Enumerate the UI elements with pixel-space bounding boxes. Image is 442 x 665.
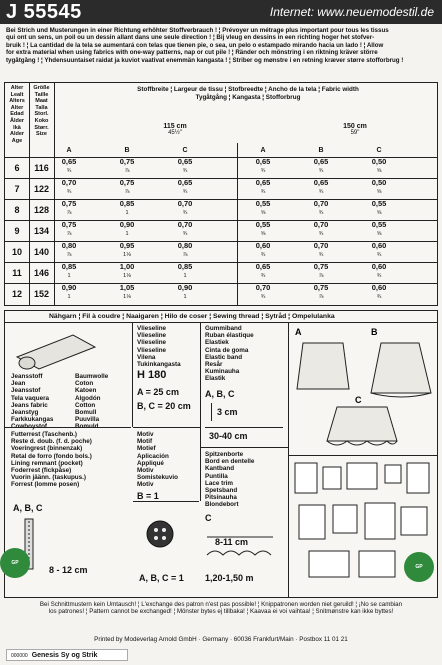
motif-term: Somistekuvio: [137, 474, 178, 482]
size-cell: 152: [33, 289, 50, 299]
width-150-inch: 59": [350, 130, 360, 136]
zip-length: 8 - 12 cm: [49, 565, 88, 575]
fabric-width-line: Tygåtgång ¦ Kangasta ¦ Stofforbrug: [195, 93, 301, 101]
elastic-length-arrow: [205, 427, 283, 428]
elastic-column: [201, 323, 289, 597]
yardage-cell: [301, 179, 341, 196]
yardage-meters: 0,75: [313, 283, 329, 292]
jeans-fabric-list: [11, 373, 53, 431]
lace-term: Kantband: [205, 465, 235, 473]
yardage-yards: 1⅛: [123, 272, 131, 279]
size-header-term: Size: [35, 131, 47, 138]
fabric-width-line: Stoffbreite ¦ Largeur de tissu ¦ Stofbreedte ¦ Ancho de la tela ¦ Fabric width: [137, 86, 359, 93]
jeans-fabric-term: Jeansstof: [11, 387, 41, 395]
yardage-cell: [107, 158, 147, 175]
age-header-term: Alter: [10, 85, 24, 91]
table-row: [5, 262, 437, 284]
pocket-lining-term: Retal de forro (fondo bols.): [11, 452, 92, 460]
jeans-fabric-term: Tela vaquera: [11, 394, 50, 402]
yardage-cell: [165, 263, 205, 280]
age-header-term: Alter: [10, 104, 24, 111]
interfacing-amount-bc: B, C = 20 cm: [137, 401, 191, 411]
cotton-fabric-list: [75, 373, 108, 431]
yardage-yards: ⅝: [260, 230, 266, 237]
jeans-fabric-term: Jeansstoff: [11, 373, 43, 380]
yardage-cell: [165, 158, 205, 175]
website-url[interactable]: Internet: www.neuemodestil.de: [269, 5, 434, 19]
yardage-meters: 0,55: [371, 199, 387, 208]
yardage-yards: 1: [67, 272, 71, 279]
motif-term: Motif: [137, 438, 153, 446]
cotton-fabric-term: Bomull: [75, 409, 97, 417]
yardage-meters: 1,00: [119, 262, 135, 271]
lace-width: 8-11 cm: [215, 537, 249, 547]
elastic-term: Resår: [205, 361, 223, 369]
table-row: [5, 241, 437, 263]
yardage-yards: 1⅛: [123, 251, 131, 258]
age-cell: 10: [11, 247, 22, 257]
elastic-width-arrow: [211, 403, 212, 421]
cotton-fabric-term: Coton: [75, 380, 94, 388]
yardage-meters: 0,75: [61, 199, 77, 208]
cotton-fabric-term: Baumwolle: [75, 373, 109, 380]
skirt-views-illustration: [289, 323, 437, 453]
view-b-label: B: [371, 327, 378, 337]
yardage-meters: 0,55: [255, 220, 271, 229]
yardage-meters: 0,70: [255, 283, 271, 292]
size-header-term: Maat: [35, 98, 48, 105]
yardage-cell: [243, 242, 283, 259]
jeans-fabric-term: Jeanstyg: [11, 409, 39, 417]
yardage-yards: ¾: [260, 272, 266, 279]
view-column-header: C: [376, 147, 382, 154]
yardage-yards: ¾: [260, 251, 266, 258]
yardage-cell: [243, 179, 283, 196]
sewing-thread-line: Nähgarn ¦ Fil à coudre ¦ Naaigaren ¦ Hilo de coser ¦ Sewing thread ¦ Sytråd ¦ Ompelulanka: [5, 311, 437, 323]
yardage-cell: [301, 263, 341, 280]
view-column-header: A: [260, 147, 266, 154]
elastic-term: Elastic band: [205, 353, 243, 361]
yardage-meters: 0,75: [61, 220, 77, 229]
yardage-meters: 0,90: [177, 283, 193, 292]
yardage-yards: ¾: [182, 209, 188, 216]
yardage-cell: [107, 200, 147, 217]
yardage-meters: 0,60: [371, 241, 387, 250]
yardage-yards: ¾: [260, 188, 266, 195]
age-cell: 8: [14, 205, 20, 215]
yardage-yards: 1: [125, 209, 129, 216]
yardage-cell: [359, 242, 399, 259]
motif-term: Appliqué: [137, 459, 164, 467]
size-cell: 128: [33, 205, 50, 215]
yardage-yards: ¾: [318, 188, 324, 195]
elastic-term: Cinta de goma: [205, 346, 249, 354]
yardage-meters: 0,70: [313, 199, 329, 208]
button-amount: A, B, C = 1: [139, 573, 184, 583]
yardage-yards: ⅞: [182, 251, 188, 258]
interfacing-code: H 180: [137, 369, 167, 381]
yardage-yards: ⅞: [66, 230, 72, 237]
size-cell: 140: [33, 247, 50, 257]
yardage-cell: [243, 221, 283, 238]
yardage-meters: 0,50: [371, 178, 387, 187]
width-115-label: [145, 123, 205, 136]
printer-info: Printed by Modeverlag Arnold GmbH · Germany · 60036 Frankfurt/Main · Postbox 11 01 21: [94, 636, 348, 643]
view-column-header: C: [182, 147, 188, 154]
view-column-header: B: [318, 147, 324, 154]
view-column-header: B: [124, 147, 130, 154]
elastic-term: Kuminauha: [205, 368, 240, 376]
lace-term: Bord en dentelle: [205, 458, 255, 466]
yardage-yards: ¾: [376, 251, 382, 258]
yardage-cell: [301, 242, 341, 259]
lace-length: 1,20-1,50 m: [205, 573, 254, 583]
store-name: Genesis Sy og Strik: [31, 652, 98, 659]
yardage-yards: 1: [125, 230, 129, 237]
elastic-term: Elastiek: [205, 339, 229, 347]
yardage-yards: ¾: [260, 167, 266, 174]
yardage-yards: ¾: [182, 188, 188, 195]
yardage-meters: 0,60: [255, 241, 271, 250]
yardage-yards: 1: [183, 293, 187, 300]
interfacing-amount-a: A = 25 cm: [137, 387, 179, 397]
yardage-yards: ⅞: [66, 251, 72, 258]
yardage-cell: [165, 221, 205, 238]
yardage-yards: ⅞: [318, 293, 324, 300]
age-header-term: Ålder: [9, 117, 25, 124]
yardage-cell: [49, 284, 89, 301]
yardage-cell: [301, 221, 341, 238]
yardage-yards: ¾: [318, 230, 324, 237]
yardage-meters: 0,75: [313, 262, 329, 271]
table-row: [5, 178, 437, 200]
yardage-meters: 0,55: [255, 199, 271, 208]
yardage-meters: 0,80: [61, 241, 77, 250]
table-row: [5, 157, 437, 179]
size-header-term: Størr.: [34, 124, 49, 131]
pocket-lining-term: Lining remnant (pocket): [11, 459, 83, 467]
yardage-yards: ⅝: [376, 230, 382, 237]
yardage-meters: 0,75: [119, 178, 135, 187]
fabric-column: [5, 323, 133, 431]
yardage-cell: [165, 179, 205, 196]
table-row: [5, 283, 437, 305]
yardage-cell: [359, 263, 399, 280]
interfacing-term: Tukinkangasta: [137, 361, 181, 369]
yardage-cell: [49, 158, 89, 175]
yardage-meters: 0,70: [313, 220, 329, 229]
pocket-lining-list: [11, 431, 92, 489]
size-header-term: Größe: [33, 85, 50, 91]
yardage-meters: 0,90: [119, 220, 135, 229]
yardage-cell: [107, 284, 147, 301]
size-header-term: Storl.: [34, 111, 49, 118]
yardage-cell: [301, 200, 341, 217]
motif-term: Aplicación: [137, 452, 169, 460]
elastic-width: 3 cm: [217, 407, 238, 417]
yardage-cell: [301, 284, 341, 301]
yardage-cell: [359, 284, 399, 301]
yardage-cell: [243, 200, 283, 217]
yardage-meters: 0,65: [177, 157, 193, 166]
yardage-yards: ¾: [318, 251, 324, 258]
elastic-term: Ruban élastique: [205, 332, 254, 340]
yardage-yards: 1: [67, 293, 71, 300]
yardage-cell: [243, 284, 283, 301]
yardage-meters: 0,75: [119, 157, 135, 166]
size-cell: 134: [33, 226, 50, 236]
motif-term: Motiv: [137, 431, 154, 438]
yardage-yards: 1⅛: [123, 293, 131, 300]
width-150-label: [325, 123, 385, 136]
yardage-table: [4, 82, 438, 306]
yardage-cell: [49, 263, 89, 280]
interfacing-term: Vlieseline: [137, 325, 167, 332]
yardage-meters: 0,65: [177, 178, 193, 187]
yardage-yards: ⅝: [260, 209, 266, 216]
yardage-meters: 0,60: [371, 262, 387, 271]
yardage-yards: ⅞: [318, 272, 324, 279]
interfacing-term: Vilena: [137, 353, 156, 361]
jeans-fabric-term: Jeans fabric: [11, 401, 48, 409]
yardage-meters: 0,70: [313, 241, 329, 250]
yardage-meters: 0,65: [255, 157, 271, 166]
yardage-yards: ⅞: [66, 209, 72, 216]
age-header-term: Edad: [10, 111, 24, 118]
button-illustration: [145, 519, 175, 549]
yardage-cell: [165, 200, 205, 217]
motif-term: Motiv: [137, 467, 154, 475]
age-cell: 6: [14, 163, 20, 173]
yardage-meters: 0,65: [255, 178, 271, 187]
elastic-list: [205, 325, 254, 383]
no-exchange-line: los patrones! ¦ Pattern cannot be exchanged! ¦ Mönster bytes ej tillbaka! ¦ Kaavaa ei voi vaihtaa! ¦ Snitmønstre kan ikke byttes!: [48, 608, 394, 616]
interfacing-term: Vlieseline: [137, 332, 167, 340]
lace-term: Blondebort: [205, 501, 239, 509]
header-bar: [0, 0, 442, 24]
pattern-code: J 55545: [6, 1, 82, 23]
yardage-yards: ¾: [318, 167, 324, 174]
motif-list: [137, 431, 178, 489]
yardage-cell: [49, 200, 89, 217]
age-cell: 12: [11, 289, 22, 299]
yardage-yards: ⅞: [124, 167, 130, 174]
yardage-cell: [243, 263, 283, 280]
table-divider: [54, 143, 55, 305]
yardage-yards: ¾: [66, 167, 72, 174]
notice-line: Bei Strich und Musterungen in einer Richtung erhöhter Stoffverbrauch ! ¦ Prévoyer un métrage plus important pour tous les tissus: [6, 27, 389, 34]
view-column-header: A: [66, 147, 72, 154]
yardage-yards: ¾: [182, 230, 188, 237]
fabric-roll-illustration: [13, 327, 99, 371]
motif-term: Motief: [137, 445, 156, 453]
yardage-meters: 0,85: [61, 262, 77, 271]
yardage-meters: 0,50: [371, 157, 387, 166]
green-point-logo-left: GP: [0, 548, 30, 578]
yardage-meters: 0,95: [119, 241, 135, 250]
lace-view: C: [205, 513, 212, 523]
pocket-lining-term: Futterrest (Taschenb.): [11, 431, 78, 438]
cotton-fabric-term: Puuvilla: [75, 416, 100, 424]
lace-term: Puntilla: [205, 472, 228, 480]
yardage-yards: ⅞: [124, 188, 130, 195]
motif-amount: B = 1: [137, 491, 159, 501]
interfacing-term: Vlieseline: [137, 339, 167, 347]
view-a-label: A: [295, 327, 302, 337]
cotton-fabric-term: Bomuld: [75, 423, 99, 431]
width-115-cm: 115 cm: [163, 123, 187, 130]
table-row: [5, 220, 437, 242]
table-row: [5, 199, 437, 221]
yardage-cell: [107, 221, 147, 238]
yardage-meters: 0,65: [313, 178, 329, 187]
table-divider: [237, 143, 238, 305]
yardage-yards: ⅝: [376, 167, 382, 174]
pocket-lining-term: Forrest (lomme posen): [11, 481, 80, 489]
interfacing-column: [133, 323, 201, 501]
elastic-views: A, B, C: [205, 389, 235, 399]
size-cell: 146: [33, 268, 50, 278]
elastic-term: Gummiband: [205, 325, 242, 332]
cotton-fabric-term: Cotton: [75, 401, 96, 409]
yardage-yards: ⅝: [376, 188, 382, 195]
yardage-meters: 0,60: [371, 283, 387, 292]
size-header-term: Talla: [35, 104, 48, 111]
age-header-term: Alder: [9, 131, 25, 138]
age-header-term: Lealt: [10, 91, 24, 98]
age-header-term: Ikä: [13, 124, 21, 131]
yardage-cell: [301, 158, 341, 175]
yardage-yards: ¾: [182, 167, 188, 174]
yardage-yards: ¾: [66, 188, 72, 195]
yardage-cell: [359, 179, 399, 196]
jeans-fabric-term: Jean: [11, 380, 26, 388]
no-exchange-notice: [0, 601, 442, 616]
view-c-label: C: [355, 395, 362, 405]
pocket-lining-term: Foderrest (fickpåse): [11, 467, 72, 475]
yardage-meters: 0,80: [177, 241, 193, 250]
age-header-term: Alters: [9, 98, 25, 105]
lace-list: [205, 451, 254, 509]
size-cell: 122: [33, 184, 50, 194]
pocket-lining-term: Voeringrest (binnenzak): [11, 445, 83, 453]
yardage-yards: ¾: [318, 209, 324, 216]
lace-term: Spetsband: [205, 487, 238, 495]
pocket-lining-term: Vuorin jäänn. (taskupus.): [11, 474, 86, 482]
size-cell: 116: [34, 163, 49, 173]
yardage-meters: 0,85: [119, 199, 135, 208]
yardage-meters: 0,85: [177, 262, 193, 271]
interfacing-list: [137, 325, 181, 368]
jeans-fabric-term: Farkkukangas: [11, 416, 54, 424]
age-header-term: Age: [11, 137, 23, 144]
store-sticker: [6, 649, 128, 661]
yardage-meters: 0,65: [255, 262, 271, 271]
yardage-cell: [165, 242, 205, 259]
yardage-yards: ¾: [260, 293, 266, 300]
yardage-yards: ¾: [376, 272, 382, 279]
age-cell: 11: [12, 268, 22, 278]
yardage-meters: 0,70: [177, 199, 193, 208]
yardage-cell: [243, 158, 283, 175]
cotton-fabric-term: Algodón: [75, 394, 101, 402]
cotton-fabric-term: Katoen: [75, 387, 97, 395]
notice-line: for extra material when using fabrics with one-way patterns, nap or cut pile ! ¦ Ränder och mönstring i en riktning kräver större: [6, 49, 378, 57]
yardage-cell: [49, 179, 89, 196]
fabric-width-header: [59, 86, 437, 101]
yardage-cell: [165, 284, 205, 301]
elastic-length: 30-40 cm: [209, 431, 248, 441]
yardage-cell: [359, 221, 399, 238]
yardage-meters: 0,70: [177, 220, 193, 229]
yardage-cell: [107, 263, 147, 280]
notice-line: tygåtgång ! ¦ Yhdensuuntaiset raidat ja kuviot vaativat enemmän kangasta ! ¦ Striber og mønstre i en retning kræver større stofforbrug !: [6, 56, 404, 64]
notions-panel: [4, 310, 438, 598]
notice-line: qui ont un sens, un poil ou un dessin allant dans une seule direction ! ¦ Bij vleug en dessins in een richting hoger het stofver-: [6, 34, 375, 42]
yardage-meters: 0,65: [313, 157, 329, 166]
lace-term: Lace trim: [205, 479, 233, 487]
yardage-meters: 0,55: [371, 220, 387, 229]
yardage-meters: 0,70: [61, 178, 77, 187]
yardage-meters: 0,90: [61, 283, 77, 292]
green-point-logo-right: GP: [404, 552, 434, 582]
yardage-cell: [359, 158, 399, 175]
width-115-inch: 45½": [168, 130, 182, 136]
size-header-term: Taille: [34, 91, 49, 98]
store-id: 000000: [11, 653, 28, 659]
yardage-cell: [107, 242, 147, 259]
lace-term: Spitzenborte: [205, 451, 244, 458]
pocket-lining-term: Reste d. doub. (f. d. poche): [11, 438, 92, 446]
yardage-meters: 0,65: [61, 157, 77, 166]
age-cell: 9: [14, 226, 20, 236]
interfacing-term: Vlieseline: [137, 346, 167, 354]
yardage-cell: [107, 179, 147, 196]
size-header-term: Koko: [34, 117, 49, 124]
jeans-fabric-term: Cowboystof: [11, 423, 48, 431]
motif-term: Motiv: [137, 481, 154, 489]
yardage-cell: [49, 242, 89, 259]
elastic-term: Elastik: [205, 375, 226, 383]
one-way-fabric-notice: [6, 27, 436, 64]
yardage-yards: ⅝: [376, 209, 382, 216]
notice-line: bruik ! ¦ La cantidad de la tela se aumentará con telas que tienen pie, o sea, un pelo o estampado mirando hacia un lado ! ¦ Allow: [6, 41, 384, 49]
yardage-cell: [49, 221, 89, 238]
zip-views: A, B, C: [13, 503, 43, 513]
lace-term: Pitsinauha: [205, 494, 237, 502]
yardage-yards: 1: [183, 272, 187, 279]
age-cell: 7: [14, 184, 20, 194]
no-exchange-line: Bei Schnittmustern kein Umtausch! ¦ L'exchange des patron n'est pas possible! ¦ Knippatronen worden niet geruild! ¦ ¡No se cambian: [39, 601, 403, 608]
yardage-meters: 1,05: [119, 283, 135, 292]
yardage-yards: ¾: [376, 293, 382, 300]
yardage-cell: [359, 200, 399, 217]
width-150-cm: 150 cm: [343, 123, 367, 130]
